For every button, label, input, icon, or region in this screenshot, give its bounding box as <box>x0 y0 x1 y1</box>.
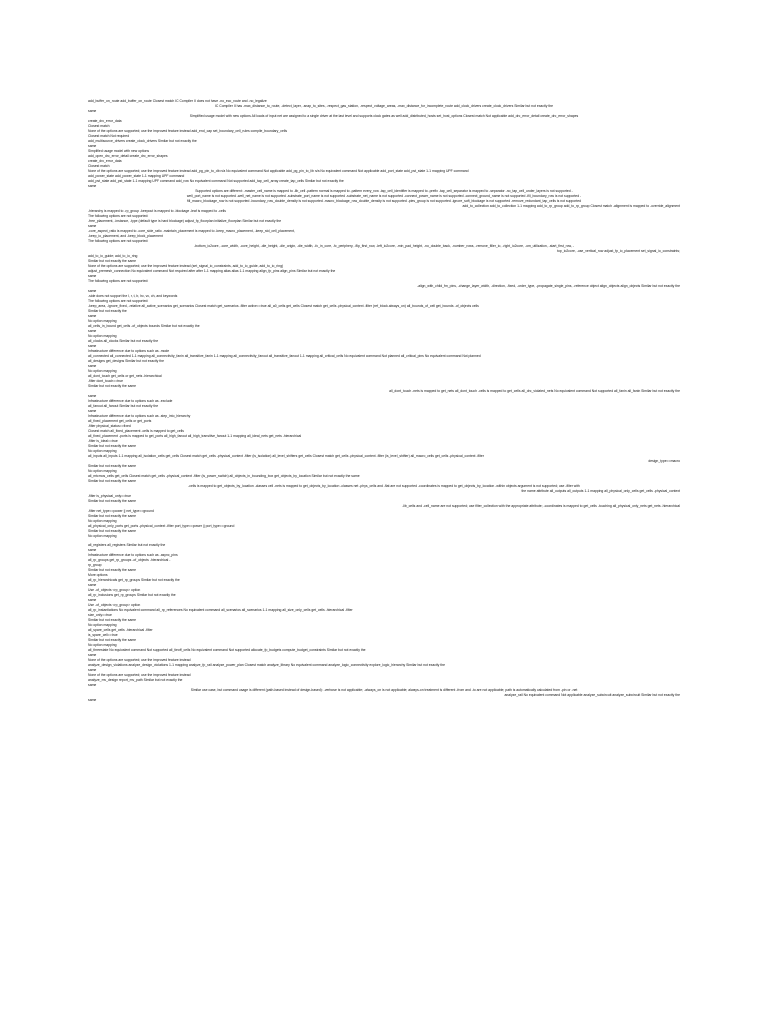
text-line: all_fixed_placement -ports is mapped to get_ports all_high_fanout all_high_transitive_fanout 1-1 mapping all_ideal_nets get_nets -hierarchical <box>88 434 302 438</box>
text-line: Similar but not exactly the same <box>88 464 137 468</box>
text-line: None of the options are supported; use the improved feature instead add_pg_pin_to_db n/a No equivalent command Not applicable add_pg_pin_to_lib n/a No equivalent command Not applicable add_port_state add_pst_state 1-1 mapping UPF command <box>88 169 469 173</box>
text-line: add_buffer_on_route add_buffer_on_route Closest match IC Compiler II does not have -no_eco_route and -no_legalize <box>88 99 267 103</box>
text-line: None of the options are supported; use the improved feature instead <box>88 673 191 677</box>
text-line: -filter dont_touch==true <box>88 379 124 383</box>
text-line: add_to_io_guide; add_to_io_ring <box>88 254 138 258</box>
text-line: all_threestate No equivalent command Not supported all_tieoff_cells No equivalent command Not supported allocate_fp_budgets compute_budget_constraints Similar but not exactly the <box>88 648 366 652</box>
text-line: analyze_rail No equivalent command Not applicable analyze_subcircuit analyze_subcircuit Similar but not exactly the <box>504 693 680 697</box>
text-line: same <box>88 329 97 333</box>
text-line: same <box>88 698 97 702</box>
text-line: all_physical_only_ports get_ports -physical_context -filter port_type==power || port_type==ground <box>88 524 235 528</box>
text-line: same <box>88 144 97 148</box>
text-line: Closest match <box>88 164 110 168</box>
text-line: Similar but not exactly the same <box>88 568 137 572</box>
text-line: No option mapping <box>88 534 117 538</box>
text-line: None of the options are supported; use the improved feature instead add_end_cap set_boundary_cell_rules compile_boundary_cells <box>88 129 288 133</box>
text-line: No option mapping <box>88 519 117 523</box>
text-line: same <box>88 394 97 398</box>
text-line: More options <box>88 573 108 577</box>
text-line: is_spare_cell==true <box>88 633 118 637</box>
text-line: -filter is_physical_only==true <box>88 494 131 498</box>
text-line: add_multisource_drivers create_clock_drivers Similar but not exactly the <box>88 139 197 143</box>
text-line: Similar but not exactly the <box>88 309 127 313</box>
text-line: create_drc_error_data <box>88 119 122 123</box>
text-line: adjust_premesh_connection No equivalent command Not required after after 1-1 mapping alias alias 1-1 mapping align_fp_pins align_pins Similar but not exactly the <box>88 269 336 273</box>
text-line: -keep_io_placement, and -keep_block_placement <box>88 234 163 238</box>
text-line: Infrastructure difference due to options such as -exclude <box>88 399 173 403</box>
text-line: Similar but not exactly the same <box>88 514 137 518</box>
text-line: -side does not support the l, r, t, b, hc, vc, ch, and keywords <box>88 294 178 298</box>
text-line: -bottom_io2core, -core_width, -core_height, -die_height, -die_origin, -die_width, -fc_in_core, -fc_periphery, -flip_first_row, -left_io2core, -min_pad_height, -no_double_back, -number_rows, -remove_filler_io, -right_io2core, -om_utilization, -start_first_row, - <box>194 244 574 248</box>
text-line: Infrastructure difference due to options such as -mode <box>88 349 170 353</box>
text-line: Similar but not exactly the same <box>88 618 137 622</box>
text-line: same <box>88 364 97 368</box>
text-line: -filter physical_status==fixed <box>88 424 131 428</box>
text-line: same <box>88 583 97 587</box>
text-line: top_io2core, -use_vertical_row adjust_fp_io_placement set_signal_io_constraints; <box>557 249 680 253</box>
text-line: same <box>88 598 97 602</box>
text-line: No option mapping <box>88 369 117 373</box>
text-line: -filter is_ideal==true <box>88 439 118 443</box>
text-line: -filter net_type==power || net_type==ground <box>88 509 154 513</box>
text-line: all_connected all_connected 1-1 mapping all_connectivity_fanin all_transitive_fanin 1-1 mapping all_connectivity_fanout all_transitive_fanout 1-1 mapping all_critical_cells No equivalent command Not planned all_critical_pins No equivalent command Not planned <box>88 354 481 358</box>
text-line: No option mapping <box>88 319 117 323</box>
text-line: all_clocks all_clocks Similar but not exactly the <box>88 339 159 343</box>
text-line: Simplified usage model with new options <box>88 149 150 153</box>
text-line: No option mapping <box>88 469 117 473</box>
text-line: None of the options are supported; use the improved feature instead <box>88 658 191 662</box>
text-line: fill_macro_blockage_row is not supported -boundary_row_double_density is not supported -macro_blockage_row_double_density is not supported -pies_group is not supported -ignore_soft_blockage is not supported -remove_redundant_tap_cells is not supported <box>187 199 581 203</box>
text-line: Similar but not exactly the same <box>88 444 137 448</box>
text-line: same <box>88 548 97 552</box>
text-line: same <box>88 409 97 413</box>
text-line: Closest match <box>88 124 110 128</box>
text-line: Use -of_objects <rp_group> option <box>88 603 141 607</box>
text-line: analyze_mv_design report_mv_path Similar but not exactly the <box>88 678 183 682</box>
text-line: Similar use case, but command usage is different (path-based instead of design-based): -verbose is not applicable; -always_on is not applicable; always-on treatment is different -from and -to are not applicable; path is automatically calculated from -pin or -net <box>190 688 578 692</box>
text-line: Closest match all_fixed_placement -cells is mapped to get_cells <box>88 429 184 433</box>
text-line: add_pst_state add_pst_state 1-1 mapping UPF command add_row No equivalent command Not supported add_tap_cell_array create_tap_cells Similar but not exactly the <box>88 179 344 183</box>
text-line: create_drc_error_data <box>88 159 122 163</box>
text-line: all_spare_cells get_cells -hierarchical -filter <box>88 628 153 632</box>
text-line: -keep_area, -ignore_fixed, -relative all_active_scenarios get_scenarios Closest match get_scenarios -filter active==true all_a0_cells get_cells Closest match get_cells -physical_context -filter (ref_block.always_on) all_bounds_of_cell get_bounds -of_objects cells <box>88 304 479 308</box>
text-line: same <box>88 344 97 348</box>
text-line: Infrastructure difference due to options such as -step_into_hierarchy <box>88 414 191 418</box>
text-line: The following options are not supported: <box>88 279 149 283</box>
text-line: all_dont_touch get_cells or get_nets -hierarchical <box>88 374 162 378</box>
text-line: The following options are not supported: <box>88 214 149 218</box>
text-line: Use -of_objects <rp_group> option <box>88 588 141 592</box>
text-line: all_rp_groups get_rp_groups -of_objects -hierarchical - <box>88 558 171 562</box>
text-line: all_registers all_registers Similar but not exactly the <box>88 543 166 547</box>
text-line: Similar but not exactly the same <box>88 384 137 388</box>
text-line: same <box>88 274 97 278</box>
text-line: rp_group <box>88 563 102 567</box>
text-line: Simplified usage model with new options All loads of input net are assigned to a single driver at the last level and supports clock gates as well add_distributed_hosts set_host_options Closest match Not applicable add_drc_error_detail create_drc_error_shapes <box>189 114 579 118</box>
text-line: all_rp_hierarchicals get_rp_groups Similar but not exactly the <box>88 578 180 582</box>
text-line: add_to_collection add_to_collection 1-1 mapping add_to_rp_group add_to_rp_group Closest match -alignment is mapped to -override_alignment <box>462 204 680 208</box>
text-line: Supported options are different: -master_cell_name is mapped to -lib_cell -pattern normal is mapped to -pattern every_row -tap_cell_identifier is mapped to -prefix -tap_cell_separator is mapped to -separator -no_tap_cell_under_layers is not supported - <box>195 189 573 193</box>
text-line: all_inputs all_inputs 1-1 mapping all_isolation_cells get_cells Closest match get_cells -physical_context -filter (is_isolation) all_level_shifters get_cells Closest match get_cells -physical_context -filter (is_level_shifter) all_macro_cells get_cells -physical_context -filter <box>88 454 484 458</box>
text-line: the name attribute all_outputs all_outputs 1-1 mapping all_physical_only_cells get_cells -physical_context <box>521 489 680 493</box>
text-line: Similar but not exactly the same <box>88 529 137 533</box>
text-line: -hierarchy is mapped to -rp_group -keepout is mapped to -blockage -leaf is mapped to -cells <box>88 209 226 213</box>
text-line: Closest match Not required <box>88 134 130 138</box>
text-line: Similar but not exactly the same <box>88 638 137 642</box>
text-line: all_dont_touch -nets is mapped to get_nets all_dont_touch -cells is mapped to get_cells all_drc_violated_nets No equivalent command Not supported all_fanin all_fanin Similar but not exactly the <box>389 389 680 393</box>
text-line: same <box>88 224 97 228</box>
text-line: No option mapping <box>88 643 117 647</box>
text-line: size_only==true <box>88 613 112 617</box>
text-line: The following options are not supported: <box>88 299 149 303</box>
text-line: -cells is mapped to get_objects_by_location -classes cell -nets is mapped to get_objects_by_location -classes net -phys_cells and -flat are not supported -coordinates is mapped to get_objects_by_location -within objects argument is not supported; use -filter with <box>188 484 580 488</box>
text-line: -core_aspect_ratio is mapped to -core_side_ratio -maintain_placement is mapped to -keep_macro_placement, -keep_std_cell_placement, <box>88 229 295 233</box>
text-line: analyze_design_violations analyze_design_violations 1-1 mapping analyze_fp_rail analyze_power_plan Closest match analyze_library No equivalent command analyze_logic_connectivity explore_logic_hierarchy Similar but not exactly the <box>88 663 445 667</box>
text-line: design_type==macro <box>648 459 680 463</box>
text-line: None of the options are supported; use the improved feature instead (set_signal_io_constraints, add_to_io_guide, add_to_io_ring) <box>88 264 284 268</box>
text-line: -free_placement, -instance, -type (default type is hard blockage) adjust_fp_floorplan initialize_floorplan Similar but not exactly the <box>88 219 282 223</box>
text-line: all_rp_instantiations No equivalent command all_rp_references No equivalent command all_scenarios all_scenarios 1-1 mapping all_size_only_cells get_cells -hierarchical -filter <box>88 608 353 612</box>
text-line: all_rp_inclusions get_rp_groups Similar but not exactly the <box>88 593 176 597</box>
text-line: all_fixed_placement get_cells or get_ports <box>88 419 152 423</box>
text-line: same <box>88 653 97 657</box>
text-line: No option mapping <box>88 623 117 627</box>
text-line: -align_with_child_fm_pins, -change_layer_width, -direction, -fixed, -order_type, -propagate_single_pins, -reference object align_objects align_objects Similar but not exactly the <box>417 284 680 288</box>
text-line: add_open_drc_error_detail create_drc_error_shapes <box>88 154 168 158</box>
text-line: IC Compiler II has -max_distance_to_route, -detect_layer, -snap_to_sites, -respect_gas_station, -respect_voltage_areas, -max_distance_for_incomplete_route add_clock_drivers create_clock_drivers Similar but not exactly the <box>214 104 554 108</box>
text-line: same <box>88 683 97 687</box>
text-line: same <box>88 184 97 188</box>
text-line: all_cells_in_bound get_cells -of_objects bounds Similar but not exactly the <box>88 324 200 328</box>
text-line: same <box>88 668 97 672</box>
text-line: add_power_state add_power_state 1-1 mapping UPF command <box>88 174 185 178</box>
text-line: all_fanout all_fanout Similar but not exactly the <box>88 404 159 408</box>
text-line: The following options are not supported: <box>88 239 149 243</box>
text-line: Similar but not exactly the same <box>88 479 137 483</box>
text-line: well_port_name is not supported -well_net_name is not supported -substrate_port_name is not supported -substrate_net_name is not supported -connect_power_name is not supported -connect_ground_name is not supported -fill_boundary_row is not supported - <box>186 194 582 198</box>
document-body <box>88 99 680 703</box>
text-line: all_mtcmos_cells get_cells Closest match get_cells -physical_context -filter (is_power_switch) all_objects_in_bounding_box get_objects_by_location Similar but not exactly the same <box>88 474 360 478</box>
text-line: Similar but not exactly the same <box>88 259 137 263</box>
text-line: Similar but not exactly the same <box>88 499 137 503</box>
text-line: No option mapping <box>88 334 117 338</box>
text-line: No option mapping <box>88 449 117 453</box>
text-line: same <box>88 289 97 293</box>
text-line: Infrastructure difference due to options such as -async_pins <box>88 553 178 557</box>
text-line: same <box>88 109 97 113</box>
text-line: same <box>88 314 97 318</box>
text-line: -lib_cells and -cell_name are not supported; use filter_collection with the appropriate attribute; -coordinates is mapped to get_cells -touching all_physical_only_nets get_nets -hierarchical <box>402 504 680 508</box>
text-line: all_designs get_designs Similar but not exactly the <box>88 359 164 363</box>
